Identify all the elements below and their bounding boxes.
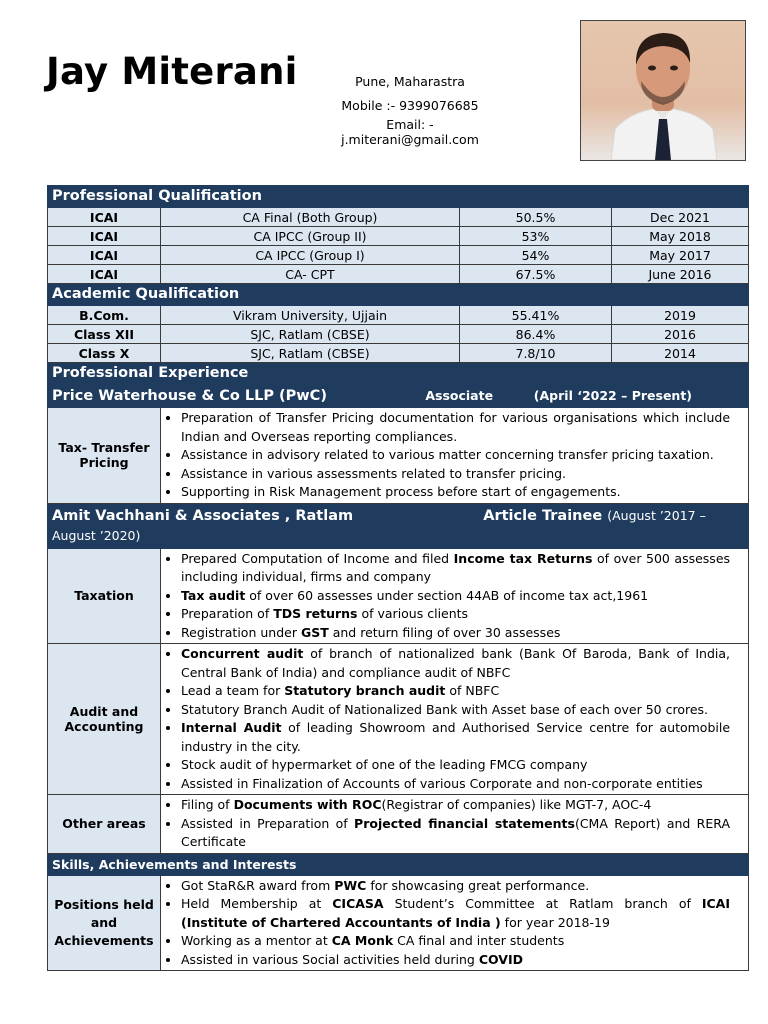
cell-course: CA IPCC (Group II) [161, 227, 460, 246]
role-text: Article Trainee [483, 507, 603, 524]
cell-score: 7.8/10 [460, 344, 612, 363]
company-name: Amit Vachhani & Associates , Ratlam [52, 507, 354, 524]
cell-body: ICAI [48, 246, 161, 265]
bullet-cell [161, 875, 749, 971]
cell-score: 67.5% [460, 265, 612, 284]
role-text: Associate [425, 388, 494, 403]
experience-row [48, 795, 749, 854]
profile-photo-illustration [581, 21, 745, 160]
company-header-avc [48, 503, 749, 548]
mobile-text: Mobile :- 9399076685 [341, 98, 479, 113]
cell-course: CA Final (Both Group) [161, 208, 460, 227]
list-item: • Prepared Computation of Income and filed Income tax Returns of over 500 assesses including individual, firms and company [181, 550, 730, 587]
table-row [48, 325, 749, 344]
experience-row [48, 548, 749, 644]
cell-score: 55.41% [460, 306, 612, 325]
candidate-name: Jay Miterani [46, 50, 298, 93]
section-title: Skills, Achievements and Interests [48, 853, 749, 875]
table-row [48, 265, 749, 284]
list-item: • Stock audit of hypermarket of one of the leading FMCG company [181, 756, 730, 775]
cell-body: ICAI [48, 265, 161, 284]
cell-body: ICAI [48, 208, 161, 227]
table-row [48, 306, 749, 325]
section-academic-qualification [48, 284, 749, 306]
profile-photo [580, 20, 746, 161]
location-text: Pune, Maharastra [355, 74, 465, 89]
section-title: Professional Qualification [48, 186, 749, 208]
experience-row [48, 408, 749, 504]
table-row [48, 227, 749, 246]
category-label: Taxation [48, 548, 161, 644]
cell-degree: Class XII [48, 325, 161, 344]
list-item: • Held Membership at CICASA Student’s Committee at Ratlam branch of ICAI (Institute of Chartered Accountants of India ) for year 2018-19 [181, 895, 730, 932]
cell-date: May 2018 [612, 227, 749, 246]
list-item: • Assistance in various assessments related to transfer pricing. [181, 465, 730, 484]
cell-score: 50.5% [460, 208, 612, 227]
list-item: • Assisted in Preparation of Projected financial statements(CMA Report) and RERA Certificate [181, 815, 730, 852]
list-item: • Preparation of TDS returns of various clients [181, 605, 730, 624]
list-item: • Supporting in Risk Management process before start of engagements. [181, 483, 730, 502]
list-item: • Lead a team for Statutory branch audit of NBFC [181, 682, 730, 701]
cell-date: Dec 2021 [612, 208, 749, 227]
list-item: • Concurrent audit of branch of nationalized bank (Bank Of Baroda, Bank of India, Central Bank of India) and compliance audit of NBFC [181, 645, 730, 682]
table-row [48, 246, 749, 265]
section-skills [48, 853, 749, 875]
cell-score: 53% [460, 227, 612, 246]
bullet-cell [161, 548, 749, 644]
category-label: Tax- Transfer Pricing [48, 408, 161, 504]
table-row [48, 344, 749, 363]
category-label: Other areas [48, 795, 161, 854]
period-text: (August ’2017 – August ’2020) [52, 507, 706, 543]
list-item: • Got StaR&R award from PWC for showcasing great performance. [181, 877, 730, 896]
cell-institute: Vikram University, Ujjain [161, 306, 460, 325]
list-item: • Registration under GST and return filing of over 30 assesses [181, 624, 730, 643]
cell-course: CA IPCC (Group I) [161, 246, 460, 265]
skills-row [48, 875, 749, 971]
list-item: • Assisted in various Social activities held during COVID [181, 951, 730, 970]
list-item: • Assisted in Finalization of Accounts of various Corporate and non-corporate entities [181, 775, 730, 794]
cell-institute: SJC, Ratlam (CBSE) [161, 325, 460, 344]
table-row [48, 208, 749, 227]
cell-institute: SJC, Ratlam (CBSE) [161, 344, 460, 363]
section-title: Academic Qualification [48, 284, 749, 306]
bullet-cell [161, 408, 749, 504]
company-header [48, 503, 749, 548]
company-header [48, 385, 749, 408]
cell-date: June 2016 [612, 265, 749, 284]
list-item: • Working as a mentor at CA Monk CA final and inter students [181, 932, 730, 951]
cell-course: CA- CPT [161, 265, 460, 284]
company-name: Price Waterhouse & Co LLP (PwC) [52, 388, 327, 404]
cell-year: 2016 [612, 325, 749, 344]
company-header-pwc [48, 385, 749, 408]
email-text: Email: - j.miterani@gmail.com [341, 117, 479, 147]
cell-year: 2014 [612, 344, 749, 363]
list-item: • Filing of Documents with ROC(Registrar of companies) like MGT-7, AOC-4 [181, 796, 730, 815]
section-professional-qualification [48, 186, 749, 208]
category-label: Audit and Accounting [48, 644, 161, 795]
section-title: Professional Experience [48, 363, 749, 385]
list-item: • Internal Audit of leading Showroom and Authorised Service centre for automobile industry in the city. [181, 719, 730, 756]
category-label: Positions held and Achievements [48, 875, 161, 971]
bullet-cell [161, 644, 749, 795]
list-item: • Tax audit of over 60 assesses under section 44AB of income tax act,1961 [181, 587, 730, 606]
list-item: • Preparation of Transfer Pricing documentation for various organisations which include Indian and Overseas reporting compliances. [181, 409, 730, 446]
resume-table [47, 185, 748, 971]
section-professional-experience [48, 363, 749, 385]
bullet-cell [161, 795, 749, 854]
cell-body: ICAI [48, 227, 161, 246]
experience-row [48, 644, 749, 795]
list-item: • Assistance in advisory related to various matter concerning transfer pricing taxation. [181, 446, 730, 465]
cell-year: 2019 [612, 306, 749, 325]
cell-degree: Class X [48, 344, 161, 363]
cell-score: 86.4% [460, 325, 612, 344]
cell-score: 54% [460, 246, 612, 265]
period-text: (April ‘2022 – Present) [533, 388, 693, 403]
cell-degree: B.Com. [48, 306, 161, 325]
list-item: • Statutory Branch Audit of Nationalized Bank with Asset base of each over 50 crores. [181, 701, 730, 720]
cell-date: May 2017 [612, 246, 749, 265]
